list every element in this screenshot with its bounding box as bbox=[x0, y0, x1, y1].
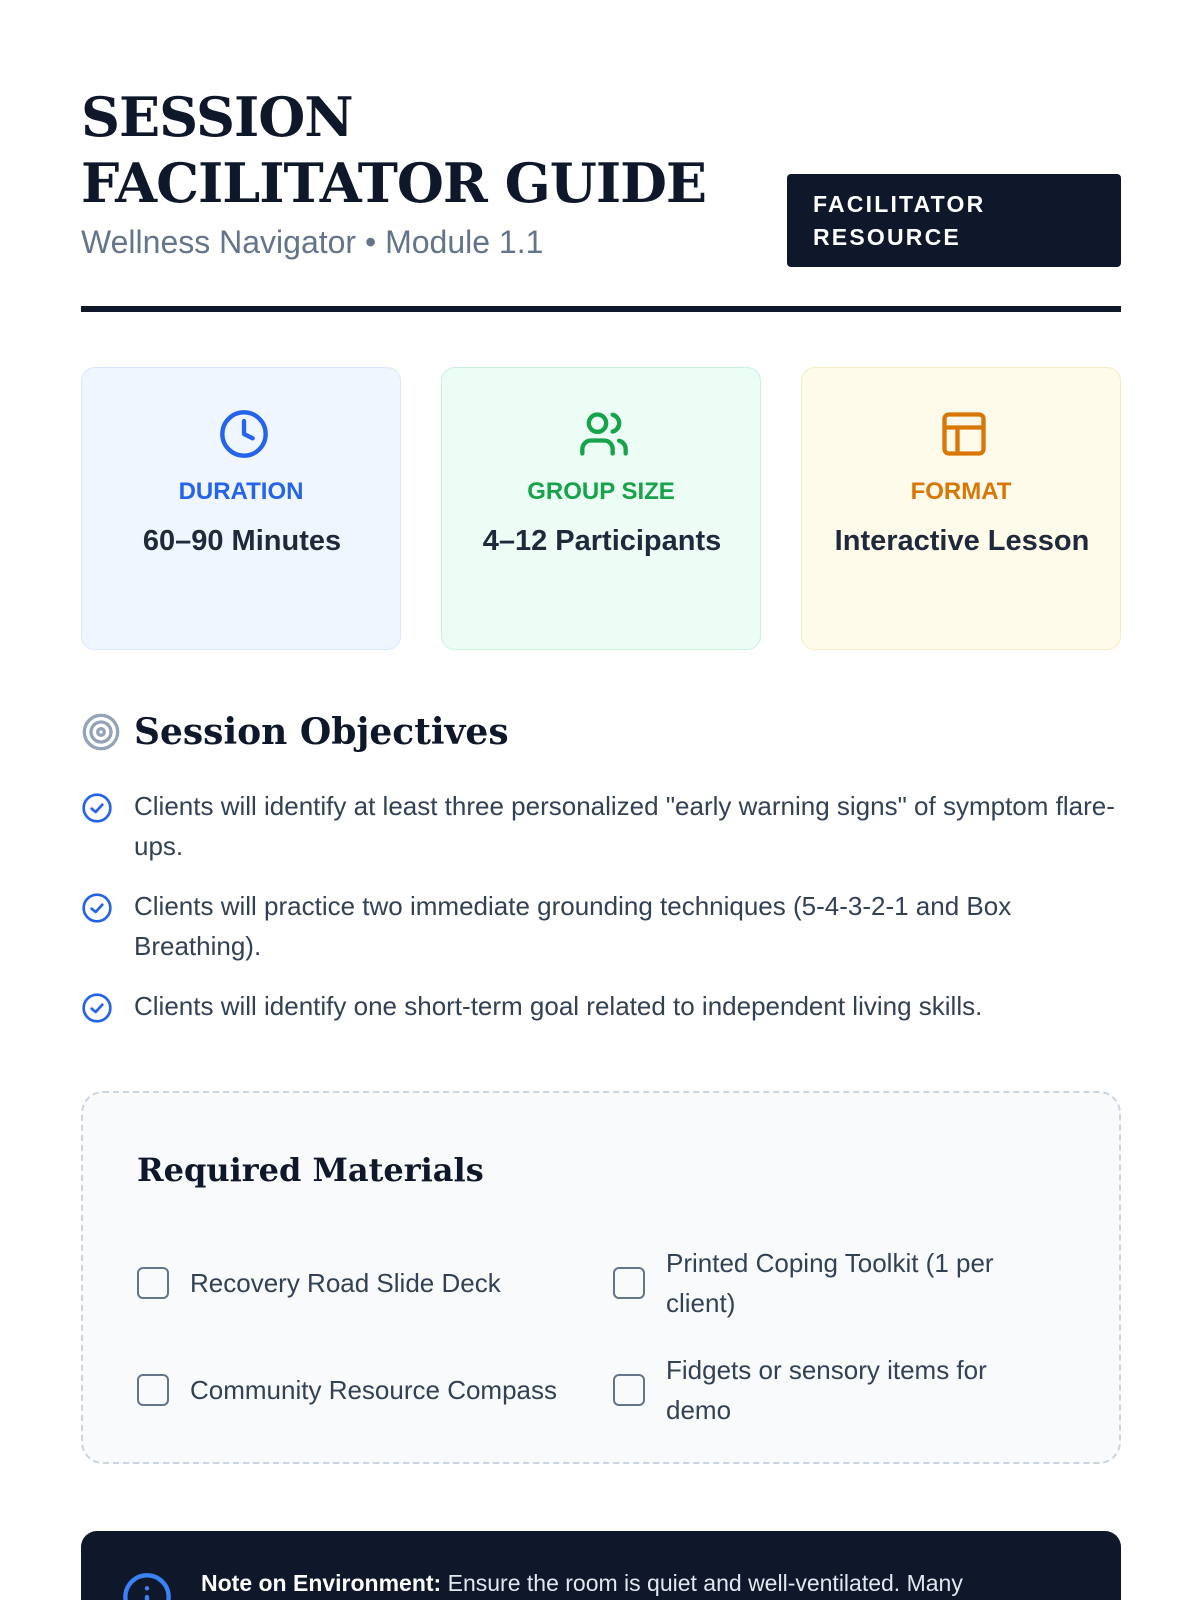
page-title: SESSION FACILITATOR GUIDE bbox=[81, 85, 707, 215]
clock-icon bbox=[218, 408, 270, 460]
note-body: Ensure the room is quiet and well-ventilated. Many bbox=[447, 1570, 963, 1596]
material-item[interactable] bbox=[613, 1243, 1053, 1323]
format-value: Interactive Lesson bbox=[834, 525, 1090, 557]
duration-label: DURATION bbox=[178, 478, 304, 505]
duration-card bbox=[81, 367, 401, 650]
duration-value: 60–90 Minutes bbox=[142, 525, 342, 557]
objective-text: Clients will identify at least three personalized "early warning signs" of symptom flare-ups. bbox=[134, 791, 1115, 861]
material-item[interactable] bbox=[613, 1350, 1053, 1430]
note-label: Note on Environment: bbox=[201, 1570, 442, 1596]
material-item[interactable] bbox=[137, 1350, 597, 1430]
material-label: Printed Coping Toolkit (1 per client) bbox=[666, 1248, 994, 1318]
info-icon bbox=[121, 1571, 173, 1600]
group-size-value: 4–12 Participants bbox=[482, 525, 722, 557]
format-label: FORMAT bbox=[910, 478, 1012, 505]
note-text bbox=[201, 1565, 1081, 1600]
material-label: Fidgets or sensory items for demo bbox=[666, 1355, 987, 1425]
material-label: Community Resource Compass bbox=[190, 1375, 558, 1405]
check-circle-icon bbox=[81, 792, 113, 824]
session-stats bbox=[81, 367, 1121, 650]
check-circle-icon bbox=[81, 892, 113, 924]
layout-icon bbox=[938, 408, 990, 460]
material-checkbox[interactable] bbox=[613, 1267, 645, 1299]
environment-note bbox=[81, 1531, 1121, 1600]
materials-title: Required Materials bbox=[137, 1151, 484, 1189]
facilitator-guide-page bbox=[81, 0, 1121, 1600]
page-subtitle: Wellness Navigator • Module 1.1 bbox=[81, 224, 544, 260]
target-icon bbox=[81, 712, 121, 752]
material-checkbox[interactable] bbox=[137, 1267, 169, 1299]
header-divider bbox=[81, 306, 1121, 312]
facilitator-resource-badge: FACILITATOR RESOURCE bbox=[787, 174, 1121, 267]
users-icon bbox=[578, 408, 630, 460]
required-materials-panel bbox=[81, 1091, 1121, 1464]
material-checkbox[interactable] bbox=[613, 1374, 645, 1406]
objective-text: Clients will identify one short-term goal related to independent living skills. bbox=[134, 991, 983, 1021]
page-header bbox=[81, 84, 1121, 314]
material-item[interactable] bbox=[137, 1243, 577, 1323]
group-size-card bbox=[441, 367, 761, 650]
group-size-label: GROUP SIZE bbox=[527, 478, 675, 505]
objectives-title: Session Objectives bbox=[134, 711, 509, 753]
check-circle-icon bbox=[81, 992, 113, 1024]
material-checkbox[interactable] bbox=[137, 1374, 169, 1406]
material-label: Recovery Road Slide Deck bbox=[190, 1268, 501, 1298]
format-card bbox=[801, 367, 1121, 650]
objective-text: Clients will practice two immediate grounding techniques (5-4-3-2-1 and Box Breathing). bbox=[134, 891, 1012, 961]
